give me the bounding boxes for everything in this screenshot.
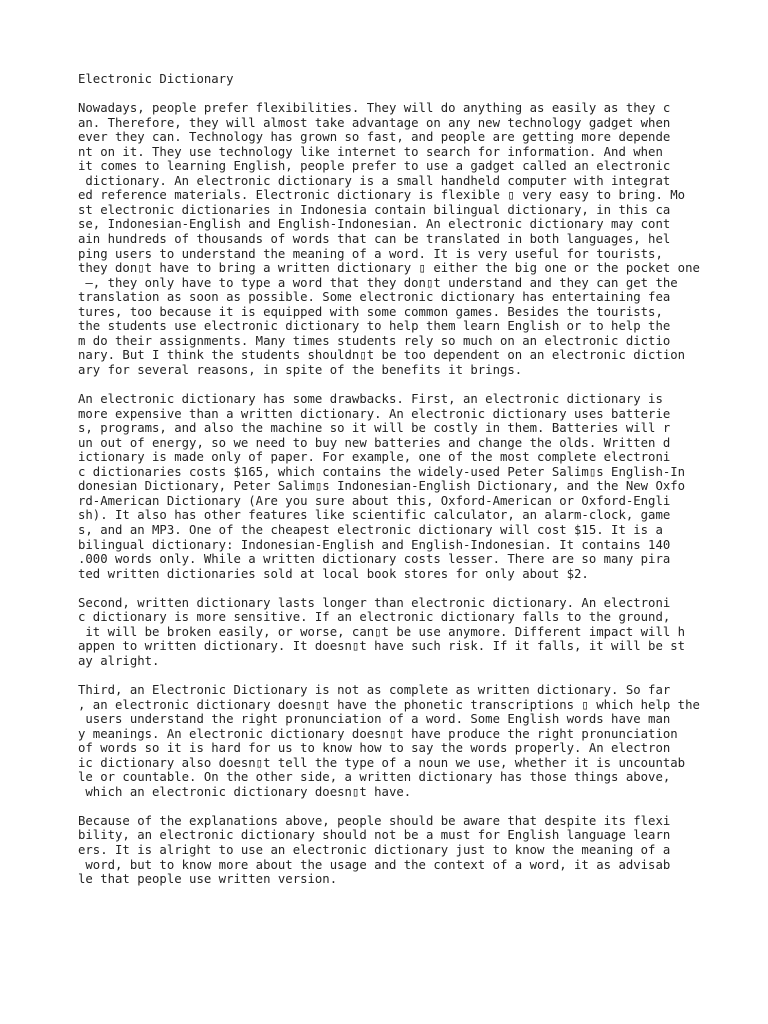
text-line: se, Indonesian-English and English-Indonesian. An electronic dictionary may cont [78, 217, 671, 232]
paragraph [78, 392, 738, 581]
text-line: tures, too because it is equipped with some common games. Besides the tourists, [78, 304, 663, 319]
text-line: Nowadays, people prefer flexibilities. They will do anything as easily as they c [78, 101, 671, 116]
text-line: le that people use written version. [78, 872, 338, 887]
paragraph [78, 683, 738, 799]
text-line: nary. But I think the students shouldn▯t be too dependent on an electronic diction [78, 348, 686, 363]
text-line: le or countable. On the other side, a written dictionary has those things above, [78, 770, 671, 785]
text-line: Second, written dictionary lasts longer than electronic dictionary. An electroni [78, 595, 671, 610]
text-line: ted written dictionaries sold at local book stores for only about $2. [78, 566, 589, 581]
text-line: –, they only have to type a word that they don▯t understand and they can get the [78, 275, 678, 290]
text-line: Because of the explanations above, people should be aware that despite its flexi [78, 813, 671, 828]
text-line: appen to written dictionary. It doesn▯t have such risk. If it falls, it will be st [78, 639, 686, 654]
text-line: Third, an Electronic Dictionary is not as complete as written dictionary. So far [78, 682, 671, 697]
text-line: which an electronic dictionary doesn▯t have. [78, 784, 412, 799]
text-line: y meanings. An electronic dictionary doesn▯t have produce the right pronunciation [78, 726, 678, 741]
paragraph [78, 814, 738, 887]
text-line: the students use electronic dictionary to help them learn English or to help the [78, 319, 671, 334]
text-line: ain hundreds of thousands of words that can be translated in both languages, hel [78, 232, 671, 247]
document-title: Electronic Dictionary [78, 72, 234, 86]
text-line: bility, an electronic dictionary should not be a must for English language learn [78, 828, 671, 843]
text-line: it will be broken easily, or worse, can▯t be use anymore. Different impact will h [78, 624, 686, 639]
text-line: ay alright. [78, 653, 160, 668]
text-line: an. Therefore, they will almost take advantage on any new technology gadget when [78, 115, 671, 130]
text-line: un out of energy, so we need to buy new batteries and change the olds. Written d [78, 435, 671, 450]
paragraph [78, 101, 738, 377]
paragraph [78, 596, 738, 669]
text-line: m do their assignments. Many times students rely so much on an electronic dictio [78, 333, 671, 348]
text-line: c dictionary is more sensitive. If an electronic dictionary falls to the ground, [78, 610, 671, 625]
text-line: ic dictionary also doesn▯t tell the type of a noun we use, whether it is uncountab [78, 755, 686, 770]
text-line: of words so it is hard for us to know how to say the words properly. An electron [78, 741, 671, 756]
text-line: sh). It also has other features like scientific calculator, an alarm-clock, game [78, 508, 671, 523]
text-line: more expensive than a written dictionary. An electronic dictionary uses batterie [78, 406, 671, 421]
text-line: st electronic dictionaries in Indonesia contain bilingual dictionary, in this ca [78, 202, 671, 217]
text-line: dictionary. An electronic dictionary is a small handheld computer with integrat [78, 173, 671, 188]
text-line: c dictionaries costs $165, which contains the widely-used Peter Salim▯s English-In [78, 464, 686, 479]
text-line: , an electronic dictionary doesn▯t have the phonetic transcriptions ▯ which help the [78, 697, 700, 712]
text-line: it comes to learning English, people prefer to use a gadget called an electronic [78, 159, 671, 174]
text-line: s, and an MP3. One of the cheapest electronic dictionary will cost $15. It is a [78, 522, 663, 537]
text-line: translation as soon as possible. Some electronic dictionary has entertaining fea [78, 290, 671, 305]
text-line: nt on it. They use technology like internet to search for information. And when [78, 144, 663, 159]
text-line: word, but to know more about the usage and the context of a word, it as advisab [78, 857, 671, 872]
text-line: .000 words only. While a written dictionary costs lesser. There are so many pira [78, 552, 671, 567]
document-body [78, 72, 738, 887]
text-line: users understand the right pronunciation of a word. Some English words have man [78, 712, 671, 727]
text-line: rd-American Dictionary (Are you sure about this, Oxford-American or Oxford-Engli [78, 493, 671, 508]
text-line: ictionary is made only of paper. For example, one of the most complete electroni [78, 450, 671, 465]
text-line: ed reference materials. Electronic dictionary is flexible ▯ very easy to bring. Mo [78, 188, 686, 203]
text-line: An electronic dictionary has some drawbacks. First, an electronic dictionary is [78, 392, 663, 407]
text-line: ers. It is alright to use an electronic dictionary just to know the meaning of a [78, 842, 671, 857]
text-line: ary for several reasons, in spite of the benefits it brings. [78, 362, 523, 377]
text-line: donesian Dictionary, Peter Salim▯s Indonesian-English Dictionary, and the New Oxfo [78, 479, 686, 494]
text-line: ping users to understand the meaning of a word. It is very useful for tourists, [78, 246, 663, 261]
text-line: they don▯t have to bring a written dictionary ▯ either the big one or the pocket one [78, 261, 700, 276]
text-line: ever they can. Technology has grown so fast, and people are getting more depende [78, 130, 671, 145]
paragraph-list [78, 101, 738, 887]
text-line: bilingual dictionary: Indonesian-English and English-Indonesian. It contains 140 [78, 537, 671, 552]
text-line: s, programs, and also the machine so it will be costly in them. Batteries will r [78, 421, 671, 436]
